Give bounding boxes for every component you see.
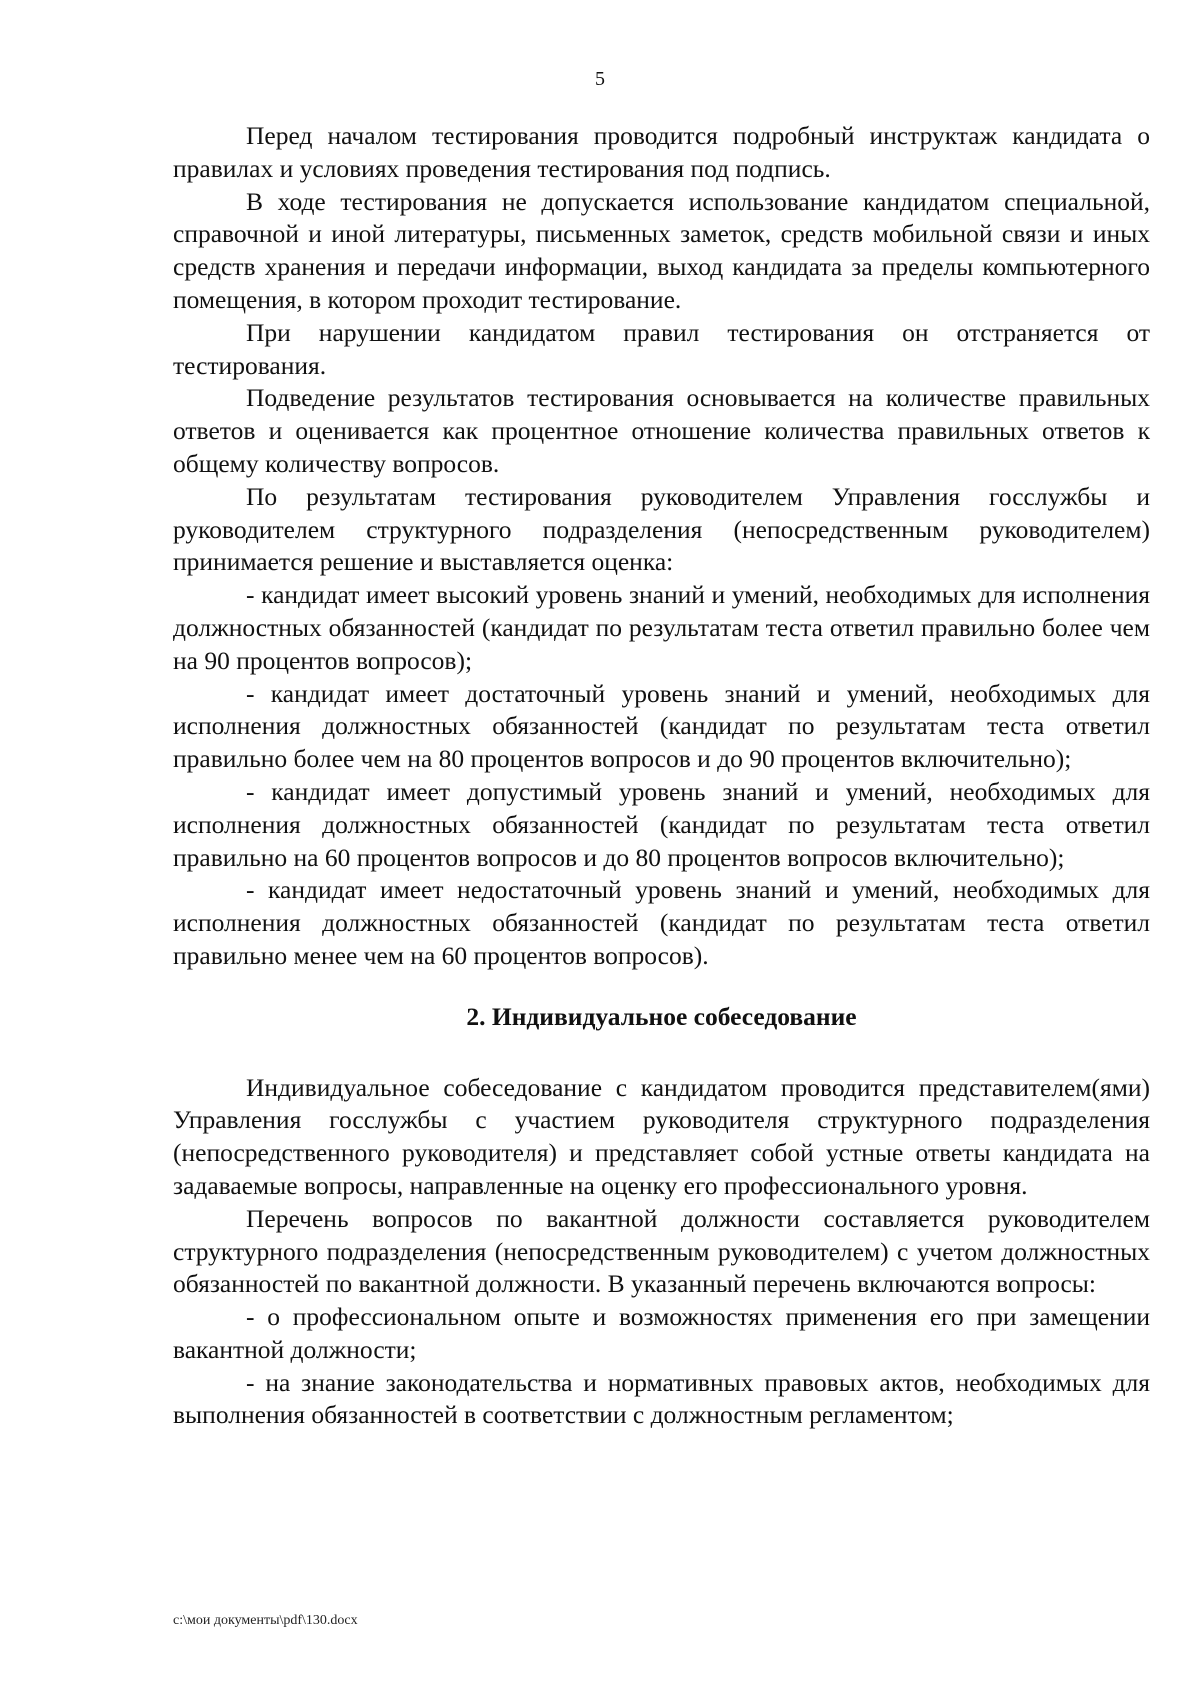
paragraph: При нарушении кандидатом правил тестирования он отстраняется от тестирования. (173, 317, 1150, 380)
document-body (173, 120, 1150, 1432)
paragraph: Индивидуальное собеседование с кандидатом проводится представителем(ями) Управления госслужбы с участием руководителя структурного подразделения (непосредственного руководителя) и представляет собой устные ответы кандидата на задаваемые вопросы, направленные на оценку его профессионального уровня. (173, 1072, 1150, 1200)
paragraph: В ходе тестирования не допускается использование кандидатом специальной, справочной и иной литературы, письменных заметок, средств мобильной связи и иных средств хранения и передачи информации, выход кандидата за пределы компьютерного помещения, в котором проходит тестирование. (173, 186, 1150, 314)
paragraph: Подведение результатов тестирования основывается на количестве правильных ответов и оценивается как процентное отношение количества правильных ответов к общему количеству вопросов. (173, 383, 1150, 478)
list-item: - на знание законодательства и нормативных правовых актов, необходимых для выполнения обязанностей в соответствии с должностным регламентом; (173, 1367, 1150, 1430)
paragraph: Перечень вопросов по вакантной должности составляется руководителем структурного подразделения (непосредственным руководителем) с учетом должностных обязанностей по вакантной должности. В указанный перечень включаются вопросы: (173, 1203, 1150, 1299)
list-item: - кандидат имеет высокий уровень знаний и умений, необходимых для исполнения должностных обязанностей (кандидат по результатам теста ответил правильно более чем на 90 процентов вопросов); (173, 580, 1150, 675)
paragraph: Перед началом тестирования проводится подробный инструктаж кандидата о правилах и условиях проведения тестирования под подпись. (173, 121, 1150, 183)
list-item: - кандидат имеет допустимый уровень знаний и умений, необходимых для исполнения должностных обязанностей (кандидат по результатам теста ответил правильно на 60 процентов вопросов и до 80 процентов вопросов включительно); (173, 776, 1150, 872)
footer-file-path: c:\мои документы\pdf\130.docx (173, 1613, 358, 1628)
list-item: - кандидат имеет достаточный уровень знаний и умений, необходимых для исполнения должностных обязанностей (кандидат по результатам теста ответил правильно более чем на 80 процентов вопросов и до 90 процентов включительно); (173, 678, 1150, 774)
list-item: - кандидат имеет недостаточный уровень знаний и умений, необходимых для исполнения должностных обязанностей (кандидат по результатам теста ответил правильно менее чем на 60 процентов вопросов). (173, 875, 1150, 970)
list-item: - о профессиональном опыте и возможностях применения его при замещении вакантной должности; (173, 1302, 1150, 1364)
paragraph: По результатам тестирования руководителем Управления госслужбы и руководителем структурного подразделения (непосредственным руководителем) принимается решение и выставляется оценка: (173, 481, 1150, 577)
section-heading: 2. Индивидуальное собеседование (466, 1001, 857, 1031)
page-number: 5 (595, 68, 605, 90)
